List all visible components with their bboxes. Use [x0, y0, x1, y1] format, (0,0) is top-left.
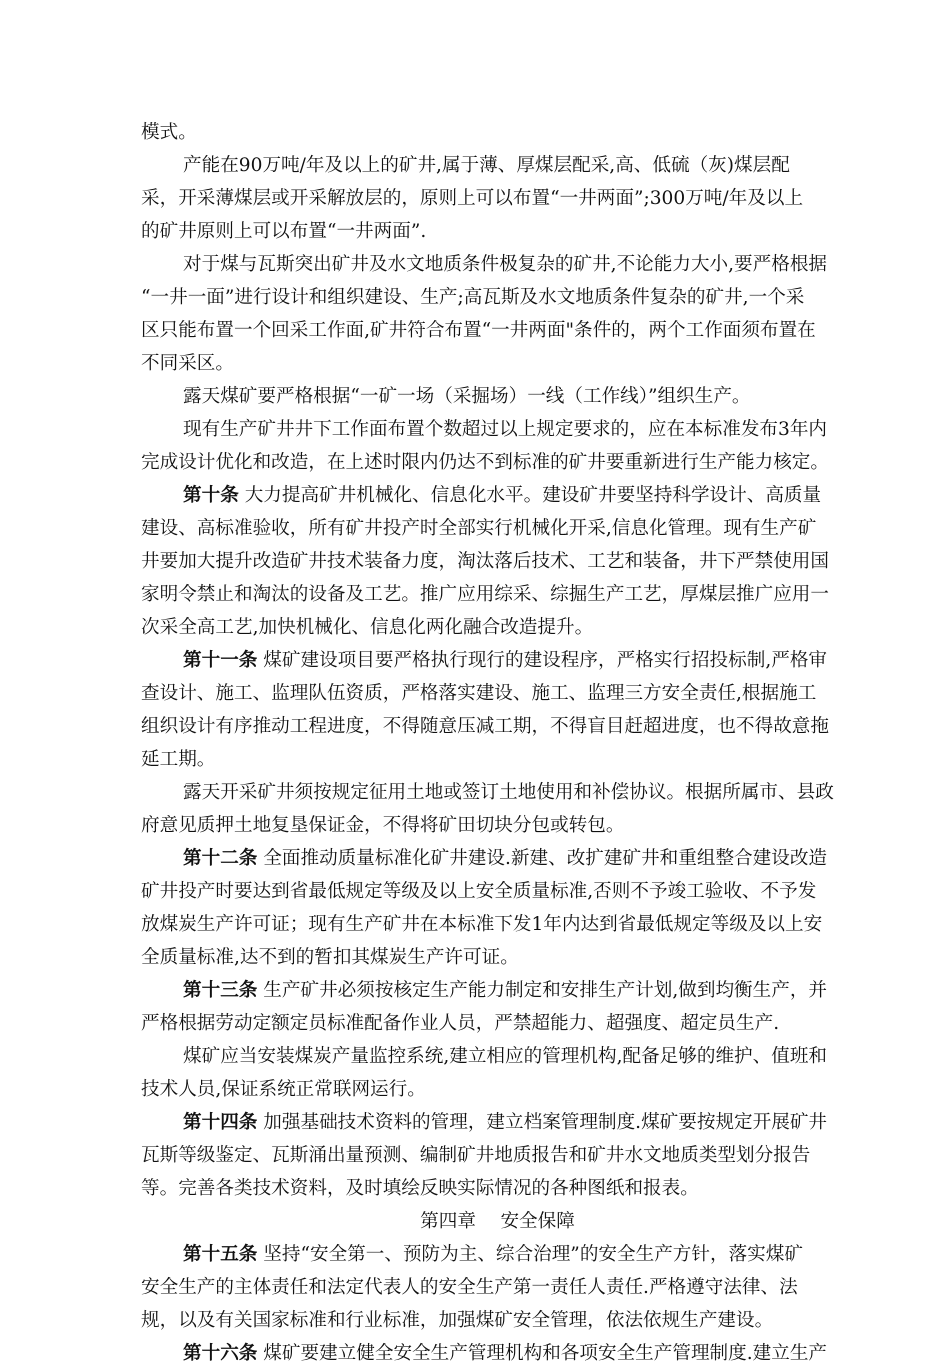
line-text: 煤矿建设项目要严格执行现行的建设程序，严格实行招投标制,严格审 [257, 650, 828, 671]
article-line [141, 974, 854, 1007]
article-number: 第十条 [183, 485, 239, 506]
line-text: 延工期。 [141, 749, 216, 770]
line-text: 坚持“安全第一、预防为主、综合治理”的安全生产方针，落实煤矿 [257, 1244, 803, 1265]
text-line [141, 182, 854, 215]
line-text: 煤矿应当安装煤炭产量监控系统,建立相应的管理机构,配备足够的维护、值班和 [183, 1046, 828, 1067]
text-line [141, 776, 854, 809]
line-text: 对于煤与瓦斯突出矿井及水文地质条件极复杂的矿井,不论能力大小,要严格根据 [183, 254, 828, 275]
line-text: 不同采区。 [141, 353, 234, 374]
article-line [141, 842, 854, 875]
line-text: 等。完善各类技术资料，及时填绘反映实际情况的各种图纸和报表。 [141, 1178, 699, 1199]
line-text: 区只能布置一个回采工作面,矿井符合布置“一井两面"条件的，两个工作面须布置在 [141, 320, 816, 341]
line-text: 现有生产矿井井下工作面布置个数超过以上规定要求的，应在本标准发布3年内 [183, 419, 828, 440]
text-line [141, 1139, 854, 1172]
article-number: 第十一条 [183, 650, 258, 671]
text-line [141, 149, 854, 182]
line-text: 大力提高矿井机械化、信息化水平。建设矿井要坚持科学设计、高质量 [238, 485, 822, 506]
line-text: 规，以及有关国家标准和行业标准，加强煤矿安全管理，依法依规生产建设。 [141, 1310, 774, 1331]
text-line [141, 1007, 854, 1040]
text-line [141, 710, 854, 743]
line-text: 矿井投产时要达到省最低规定等级及以上安全质量标准,否则不予竣工验收、不予发 [141, 881, 817, 902]
article-number: 第十四条 [183, 1112, 258, 1133]
text-line [141, 413, 854, 446]
text-line [141, 248, 854, 281]
line-text: 露天开采矿井须按规定征用土地或签订土地使用和补偿协议。根据所属市、县政 [183, 782, 834, 803]
text-line [141, 446, 854, 479]
line-text: 放煤炭生产许可证；现有生产矿井在本标准下发1年内达到省最低规定等级及以上安 [141, 914, 823, 935]
text-line [141, 116, 854, 149]
text-line [141, 809, 854, 842]
text-line [141, 314, 854, 347]
text-line [141, 578, 854, 611]
text-line [141, 1073, 854, 1106]
article-number: 第十六条 [183, 1343, 258, 1364]
chapter-heading [141, 1205, 854, 1238]
text-line [141, 512, 854, 545]
article-line [141, 1337, 854, 1370]
article-line [141, 1238, 854, 1271]
line-text: 查设计、施工、监理队伍资质，严格落实建设、施工、监理三方安全责任,根据施工 [141, 683, 817, 704]
line-text: 全质量标准,达不到的暂扣其煤炭生产许可证。 [141, 947, 519, 968]
line-text: 产能在90万吨/年及以上的矿井,属于薄、厚煤层配采,高、低硫（灰)煤层配 [183, 155, 790, 176]
line-text: “一井一面”进行设计和组织建设、生产;高瓦斯及水文地质条件复杂的矿井,一个采 [141, 287, 805, 308]
text-line [141, 908, 854, 941]
text-line [141, 1040, 854, 1073]
line-text: 第四章 安全保障 [420, 1211, 575, 1232]
line-text: 瓦斯等级鉴定、瓦斯涌出量预测、编制矿井地质报告和矿井水文地质类型划分报告 [141, 1145, 811, 1166]
line-text: 次采全高工艺,加快机械化、信息化两化融合改造提升。 [141, 617, 594, 638]
line-text: 组织设计有序推动工程进度，不得随意压减工期，不得盲目赶超进度，也不得故意拖 [141, 716, 829, 737]
line-text: 建设、高标准验收，所有矿井投产时全部实行机械化开采,信息化管理。现有生产矿 [141, 518, 817, 539]
text-line [141, 281, 854, 314]
text-line [141, 875, 854, 908]
article-line [141, 1106, 854, 1139]
text-line [141, 1271, 854, 1304]
text-line [141, 347, 854, 380]
text-line [141, 545, 854, 578]
line-text: 采，开采薄煤层或开采解放层的，原则上可以布置“一井两面”;300万吨/年及以上 [141, 188, 804, 209]
line-text: 加强基础技术资料的管理，建立档案管理制度.煤矿要按规定开展矿井 [257, 1112, 828, 1133]
line-text: 安全生产的主体责任和法定代表人的安全生产第一责任人责任.严格遵守法律、法 [141, 1277, 798, 1298]
line-text: 完成设计优化和改造，在上述时限内仍达不到标准的矿井要重新进行生产能力核定。 [141, 452, 829, 473]
line-text: 技术人员,保证系统正常联网运行。 [141, 1079, 426, 1100]
article-line [141, 479, 854, 512]
text-line [141, 380, 854, 413]
text-line [141, 677, 854, 710]
text-line [141, 215, 854, 248]
text-line [141, 611, 854, 644]
text-line [141, 743, 854, 776]
line-text: 家明令禁止和淘汰的设备及工艺。推广应用综采、综掘生产工艺，厚煤层推广应用一 [141, 584, 829, 605]
article-line [141, 644, 854, 677]
text-line [141, 1304, 854, 1337]
article-number: 第十二条 [183, 848, 258, 869]
article-number: 第十三条 [183, 980, 258, 1001]
line-text: 生产矿井必须按核定生产能力制定和安排生产计划,做到均衡生产，并 [257, 980, 828, 1001]
text-line [141, 941, 854, 974]
line-text: 严格根据劳动定额定员标准配备作业人员，严禁超能力、超强度、超定员生产. [141, 1013, 780, 1034]
line-text: 露天煤矿要严格根据“一矿一场（采掘场）一线（工作线）”组织生产。 [183, 386, 751, 407]
line-text: 的矿井原则上可以布置“一井两面”. [141, 221, 427, 242]
line-text: 井要加大提升改造矿井技术装备力度，淘汰落后技术、工艺和装备，井下严禁使用国 [141, 551, 829, 572]
line-text: 模式。 [141, 122, 197, 143]
article-number: 第十五条 [183, 1244, 258, 1265]
line-text: 府意见质押土地复垦保证金，不得将矿田切块分包或转包。 [141, 815, 625, 836]
text-line [141, 1172, 854, 1205]
line-text: 煤矿要建立健全安全生产管理机构和各项安全生产管理制度.建立生产 [257, 1343, 828, 1364]
line-text: 全面推动质量标准化矿井建设.新建、改扩建矿井和重组整合建设改造 [257, 848, 828, 869]
